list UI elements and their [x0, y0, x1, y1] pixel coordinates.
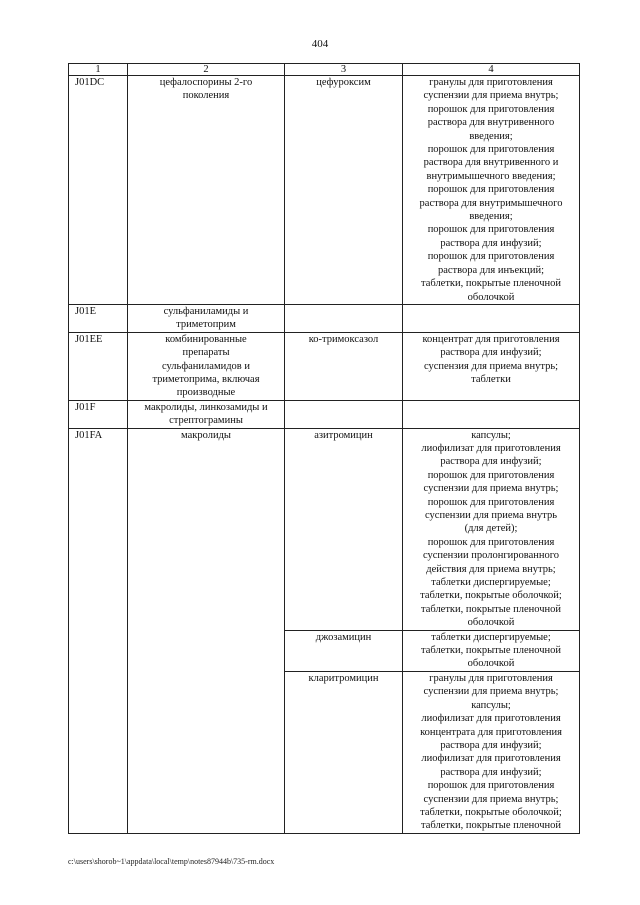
dosage-forms-cell — [403, 400, 580, 428]
group-line: макролиды — [181, 429, 231, 441]
column-header: 1 — [69, 64, 128, 76]
table-row — [69, 428, 580, 630]
form-line: капсулы; — [471, 699, 511, 711]
group-line: триметоприма, включая — [152, 373, 260, 385]
form-line: таблетки, покрытые оболочкой; — [420, 806, 562, 818]
drug-cell — [285, 76, 403, 305]
form-line: таблетки — [471, 373, 511, 385]
group-line: стрептограмины — [169, 415, 243, 427]
table-row — [69, 76, 580, 305]
group-cell — [128, 304, 285, 332]
form-line: гранулы для приготовления — [429, 77, 553, 88]
atc-code-cell: J01F — [69, 400, 128, 428]
form-line: раствора для внутривенного и — [423, 157, 559, 169]
form-line: таблетки, покрытые пленочной — [420, 278, 561, 290]
group-line: сульфаниламидов и — [162, 360, 250, 372]
group-line: производные — [176, 387, 236, 399]
form-line: оболочкой — [467, 291, 515, 303]
group-cell — [128, 332, 285, 400]
group-line: макролиды, линкозамиды и — [144, 401, 268, 413]
form-line: раствора для инфузий; — [440, 456, 542, 468]
atc-code-cell: J01E — [69, 304, 128, 332]
group-line: поколения — [182, 90, 230, 102]
form-line: раствора для инфузий; — [440, 237, 542, 249]
form-line: суспензия для приема внутрь; — [423, 360, 559, 372]
form-line: лиофилизат для приготовления — [421, 713, 561, 725]
table-row — [69, 332, 580, 400]
form-line: порошок для приготовления — [427, 469, 555, 481]
form-line: суспензии для приема внутрь; — [423, 686, 559, 698]
group-cell — [128, 428, 285, 833]
form-line: внутримышечного введения; — [426, 170, 556, 182]
form-line: суспензии пролонгированного — [422, 550, 560, 562]
group-line: цефалоспорины 2-го — [159, 77, 253, 88]
form-line: порошок для приготовления — [427, 251, 555, 263]
form-line: суспензии для приема внутрь; — [423, 90, 559, 102]
form-line: оболочкой — [467, 658, 515, 670]
form-line: раствора для инфузий; — [440, 766, 542, 778]
dosage-forms-cell — [403, 630, 580, 671]
form-line: лиофилизат для приготовления — [421, 442, 561, 454]
form-line: раствора для внутримышечного — [419, 197, 563, 209]
form-line: суспензии для приема внутрь; — [423, 793, 559, 805]
form-line: порошок для приготовления — [427, 224, 555, 236]
form-line: введения; — [469, 211, 513, 223]
form-line: концентрат для приготовления — [422, 333, 560, 345]
form-line: таблетки, покрытые пленочной — [420, 603, 561, 615]
form-line: введения; — [469, 130, 513, 142]
form-line: капсулы; — [471, 429, 511, 441]
group-line: комбинированные — [165, 333, 247, 345]
form-line: раствора для внутривенного — [427, 117, 555, 129]
form-line: таблетки диспергируемые; — [431, 631, 551, 643]
form-line: порошок для приготовления — [427, 144, 555, 156]
dosage-forms-cell — [403, 304, 580, 332]
drug-cell — [285, 400, 403, 428]
form-line: таблетки, покрытые пленочной — [420, 645, 561, 657]
drug-name: цефуроксим — [316, 77, 371, 88]
drug-classification-table — [68, 63, 580, 834]
form-line: порошок для приготовления — [427, 103, 555, 115]
drug-cell — [285, 304, 403, 332]
column-header: 3 — [285, 64, 403, 76]
dosage-forms-cell — [403, 671, 580, 833]
form-line: оболочкой — [467, 617, 515, 629]
form-line: гранулы для приготовления — [429, 672, 553, 684]
drug-cell — [285, 671, 403, 833]
table-header-row — [69, 64, 580, 76]
atc-code-cell: J01FA — [69, 428, 128, 833]
drug-name: азитромицин — [314, 429, 373, 441]
group-line: триметоприм — [176, 319, 236, 331]
form-line: суспензии для приема внутрь — [425, 510, 557, 521]
form-line: (для детей); — [464, 523, 518, 535]
column-header: 2 — [128, 64, 285, 76]
form-line: таблетки, покрытые пленочной — [420, 820, 561, 832]
table-row — [69, 400, 580, 428]
form-line: суспензии для приема внутрь; — [423, 483, 559, 495]
file-path-footer: c:\users\shorob~1\appdata\local\temp\notes87944b\735-rm.docx — [68, 857, 275, 866]
form-line: раствора для инфузий; — [440, 347, 542, 359]
form-line: действия для приема внутрь; — [426, 563, 556, 575]
form-line: концентрата для приготовления — [420, 726, 562, 738]
dosage-forms-cell — [403, 76, 580, 305]
form-line: порошок для приготовления — [427, 184, 555, 196]
form-line: порошок для приготовления — [427, 536, 555, 548]
column-header: 4 — [403, 64, 580, 76]
drug-cell — [285, 630, 403, 671]
form-line: порошок для приготовления — [427, 780, 555, 792]
form-line: таблетки, покрытые оболочкой; — [420, 590, 562, 602]
drug-name: ко-тримоксазол — [308, 333, 379, 345]
dosage-forms-cell — [403, 332, 580, 400]
group-cell — [128, 76, 285, 305]
drug-cell — [285, 428, 403, 630]
drug-name: кларитромицин — [308, 672, 379, 684]
atc-code-cell: J01EE — [69, 332, 128, 400]
form-line: таблетки диспергируемые; — [431, 577, 551, 589]
atc-code-cell: J01DC — [69, 76, 128, 305]
form-line: лиофилизат для приготовления — [421, 753, 561, 765]
drug-cell — [285, 332, 403, 400]
group-cell — [128, 400, 285, 428]
page-number: 404 — [311, 38, 329, 50]
form-line: раствора для инъекций; — [437, 264, 545, 276]
form-line: порошок для приготовления — [427, 496, 555, 508]
table-row — [69, 304, 580, 332]
drug-name: джозамицин — [315, 631, 372, 643]
group-line: препараты — [182, 347, 230, 359]
dosage-forms-cell — [403, 428, 580, 630]
group-line: сульфаниламиды и — [163, 305, 249, 317]
form-line: раствора для инфузий; — [440, 739, 542, 751]
